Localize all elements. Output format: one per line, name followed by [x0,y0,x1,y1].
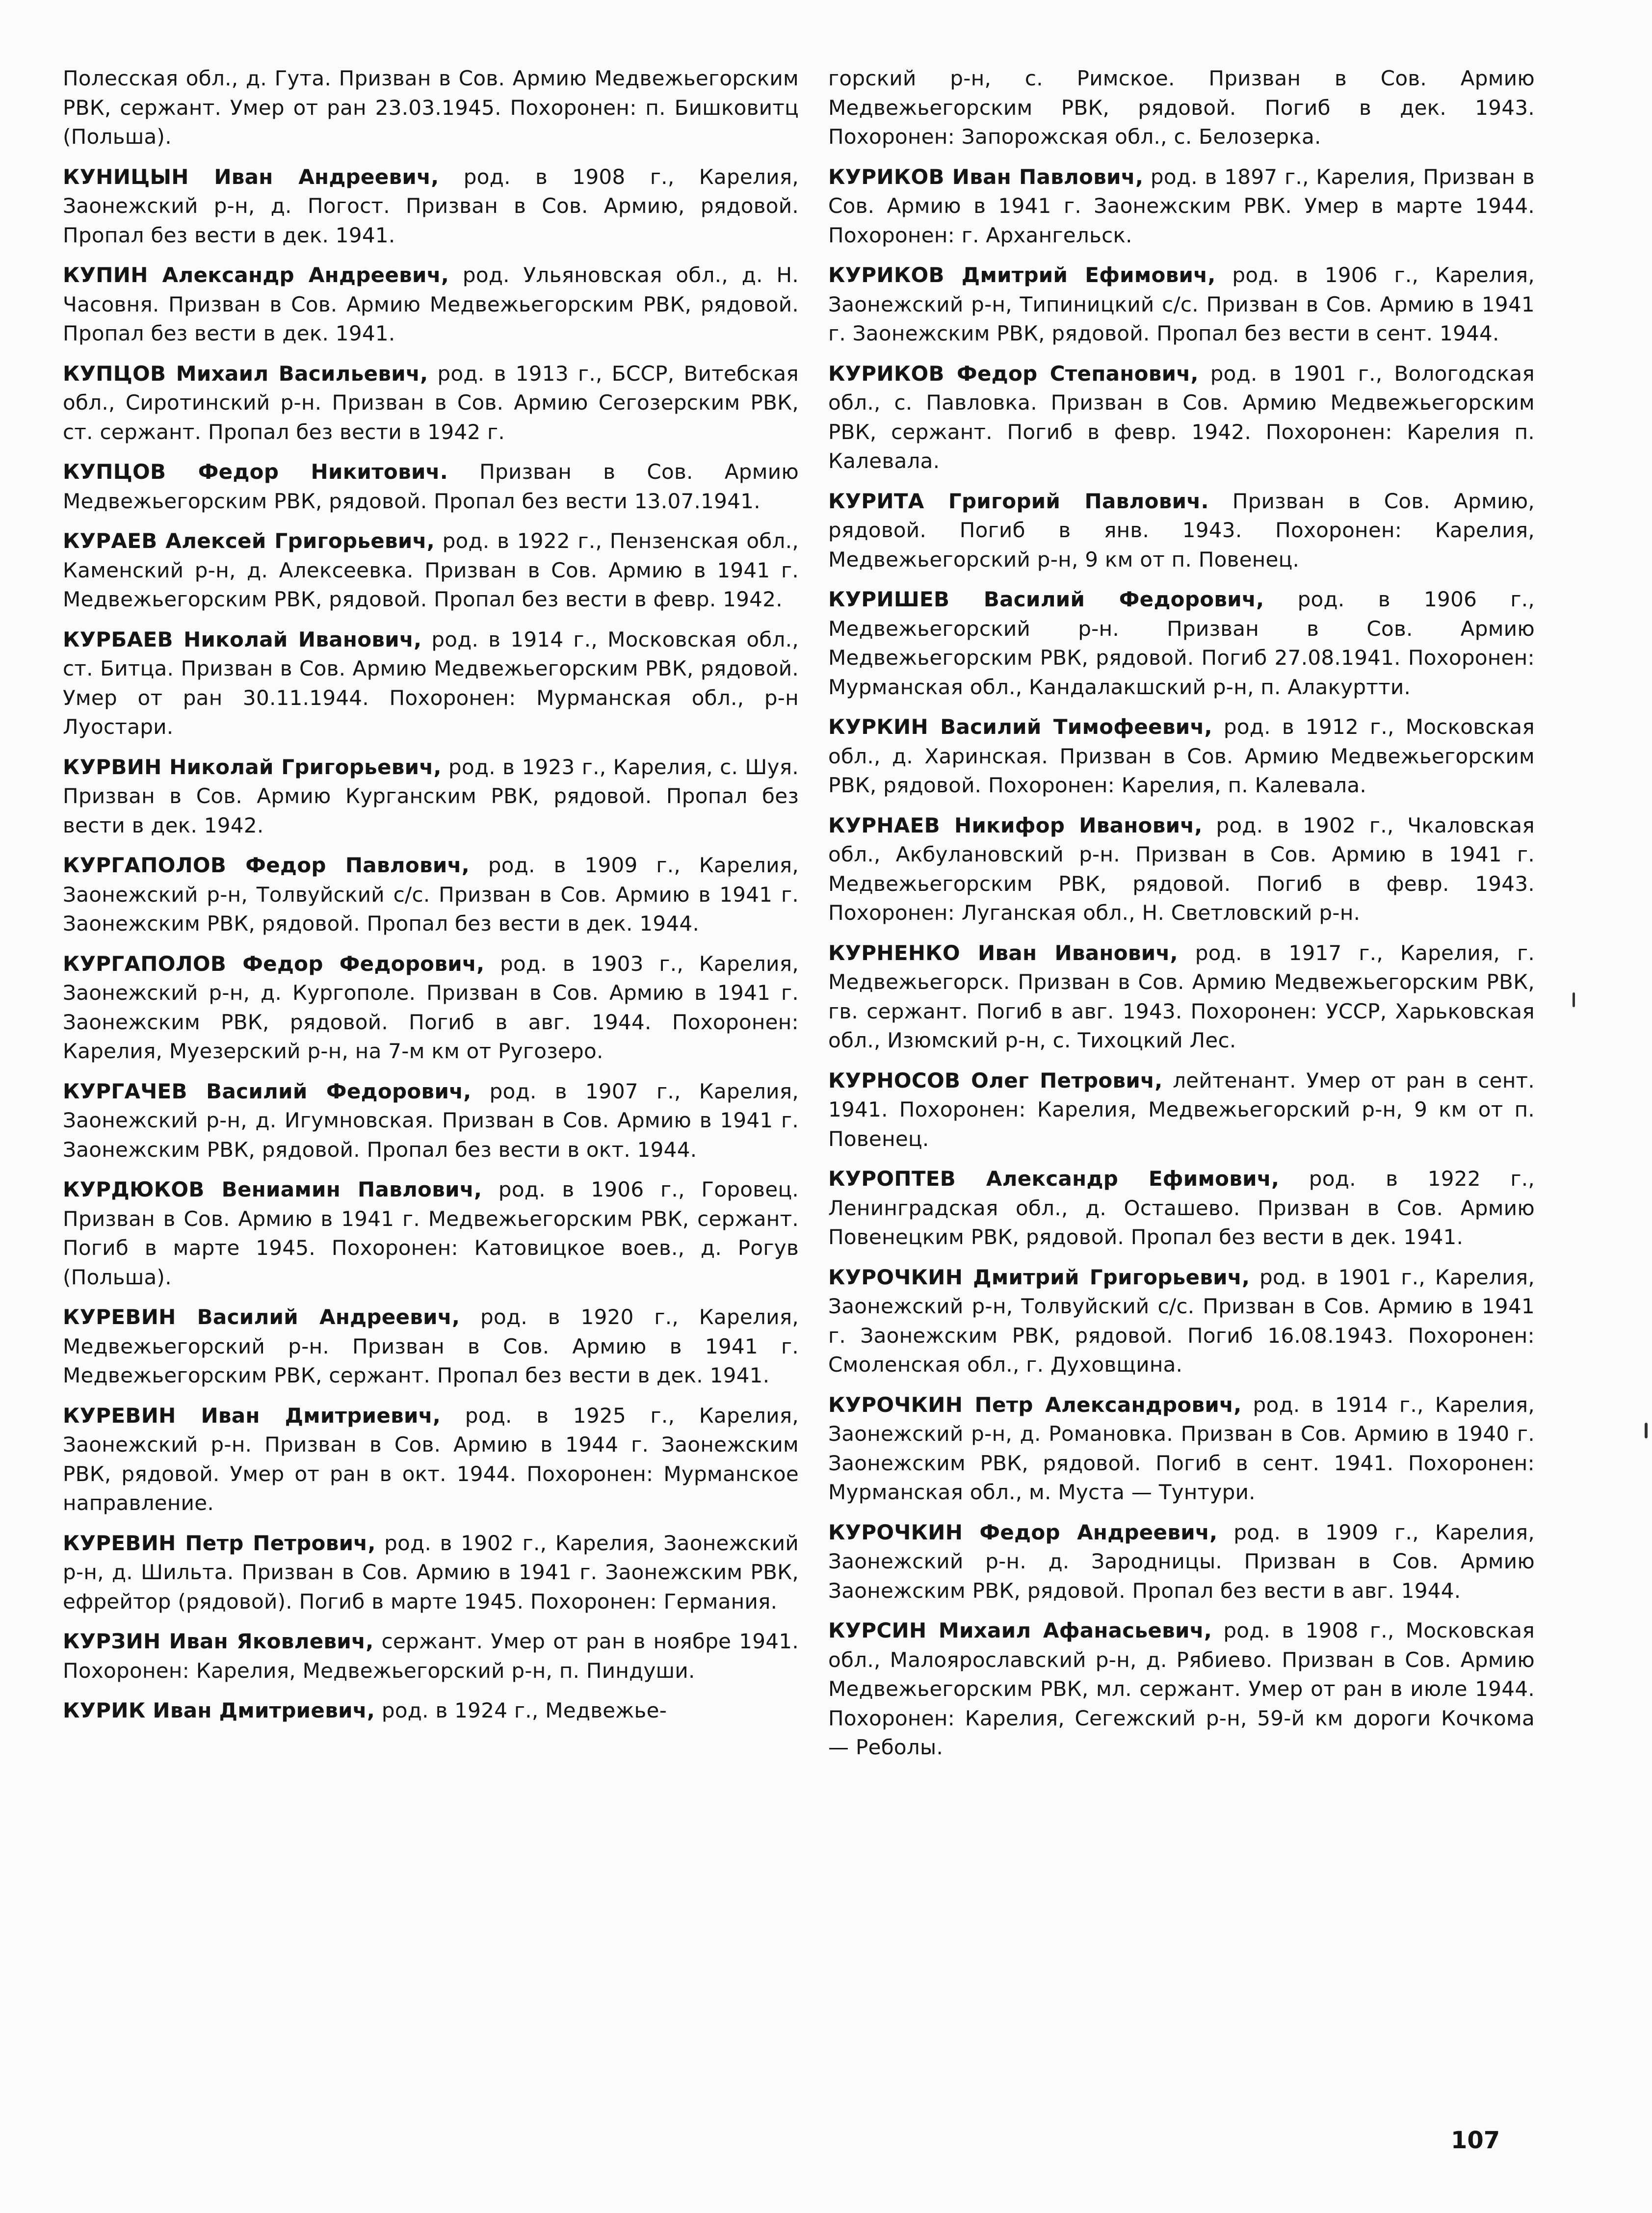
person-name: КУРНАЕВ Никифор Иванович, [828,813,1203,837]
page-number: 107 [1451,2127,1500,2154]
person-name: КУРОЧКИН Петр Александрович, [828,1392,1242,1417]
person-name: КУРИШЕВ Василий Федорович, [828,587,1264,611]
record-entry [828,811,1535,928]
left-column [63,64,799,1736]
record-entry [63,457,799,516]
person-name: КУРИТА Григорий Павлович. [828,489,1209,513]
record-text: род. в 1922 г., Пензенская обл., Каменский р-н, д. Алексеевка. Призван в Сов. Армию в 1941 г. Медвежьегорским РВК, рядовой. Пропал без вести в февр. 1942. [63,529,799,611]
record-entry [828,1390,1535,1507]
record-text: род. в 1907 г., Карелия, Заонежский р-н, д. Игумновская. Призван в Сов. Армию в 1941 г. Заонежским РВК, рядовой. Пропал без вести в окт. 1944. [63,1079,799,1162]
record-text: род. в 1908 г., Карелия, Заонежский р-н, д. Погост. Призван в Сов. Армию, рядовой. Пропал без вести в дек. 1941. [63,164,799,247]
record-entry [63,526,799,614]
record-text: род. в 1913 г., БССР, Витебская обл., Сиротинский р-н. Призван в Сов. Армию Сегозерским РВК, ст. сержант. Пропал без вести в 1942 г. [63,361,799,444]
record-text: сержант. Умер от ран в ноябре 1941. Похоронен: Карелия, Медвежьегорский р-н, п. Пиндуши. [63,1629,799,1683]
record-text: род. в 1906 г., Медвежьегорский р-н. Призван в Сов. Армию Медвежьегорским РВК, рядовой. Погиб 27.08.1941. Похоронен: Мурманская обл., Кандалакшский р-н, п. Алакуртти. [828,587,1535,699]
person-name: КУРИКОВ Федор Степанович, [828,361,1199,386]
record-entry [828,487,1535,574]
right-column [828,64,1535,1773]
person-name: КУРДЮКОВ Вениамин Павлович, [63,1177,482,1201]
record-entry [828,1616,1535,1762]
record-entry [828,64,1535,152]
record-entry [63,1401,799,1518]
person-name: КУРГАПОЛОВ Федор Федорович, [63,951,485,976]
record-text: род. в 1920 г., Карелия, Медвежьегорский р-н. Призван в Сов. Армию в 1941 г. Медвежьегорским РВК, сержант. Пропал без вести в дек. 1941. [63,1305,799,1387]
record-text: род. в 1906 г., Горовец. Призван в Сов. Армию в 1941 г. Медвежьегорским РВК, сержант. Погиб в марте 1945. Похоронен: Катовицкое воев., д. Рогув (Польша). [63,1177,799,1289]
record-entry [63,162,799,250]
person-name: КУРИКОВ Дмитрий Ефимович, [828,263,1216,287]
record-entry [63,359,799,447]
person-name: КУРОЧКИН Федор Андреевич, [828,1520,1218,1544]
person-name: КУРИКОВ Иван Павлович, [828,164,1144,189]
print-speck [1645,1423,1648,1438]
person-name: КУРЕВИН Иван Дмитриевич, [63,1403,441,1428]
person-name: КУРГАПОЛОВ Федор Павлович, [63,853,470,877]
record-text: род. в 1909 г., Карелия, Заонежский р-н. д. Зародницы. Призван в Сов. Армию Заонежским РВК, рядовой. Пропал без вести в авг. 1944. [828,1520,1535,1603]
record-entry [63,851,799,938]
person-name: КУРЗИН Иван Яковлевич, [63,1629,374,1653]
person-name: КУРАЕВ Алексей Григорьевич, [63,529,435,553]
record-text: род. в 1917 г., Карелия, г. Медвежьегорск. Призван в Сов. Армию Медвежьегорским РВК, гв. сержант. Погиб в авг. 1943. Похоронен: УССР, Харьковская обл., Изюмский р-н, с. Тихоцкий Лес. [828,940,1535,1052]
record-text: род. в 1906 г., Карелия, Заонежский р-н, Типиницкий с/с. Призван в Сов. Армию в 1941 г. Заонежским РВК, рядовой. Пропал без вести в сент. 1944. [828,263,1535,345]
record-entry [63,1529,799,1616]
record-text: род. Ульяновская обл., д. Н. Часовня. Призван в Сов. Армию Медвежьегорским РВК, рядовой. Пропал без вести в дек. 1941. [63,263,799,345]
person-name: КУРНОСОВ Олег Петрович, [828,1068,1163,1093]
record-text: род. в 1914 г., Карелия, Заонежский р-н, д. Романовка. Призван в Сов. Армию в 1940 г. Заонежским РВК, рядовой. Погиб в сент. 1941. Похоронен: Мурманская обл., м. Муста — Тунтури. [828,1392,1535,1504]
person-name: КУРНЕНКО Иван Иванович, [828,940,1178,965]
record-text: род. в 1925 г., Карелия, Заонежский р-н. Призван в Сов. Армию в 1944 г. Заонежским РВК, рядовой. Умер от ран в окт. 1944. Похоронен: Мурманское направление. [63,1403,799,1515]
record-text: род. в 1922 г., Ленинградская обл., д. Осташево. Призван в Сов. Армию Повенецким РВК, рядовой. Пропал без вести в дек. 1941. [828,1167,1535,1249]
record-entry [828,938,1535,1055]
person-name: КУРВИН Николай Григорьевич, [63,755,442,779]
record-entry [63,753,799,840]
record-entry [63,949,799,1066]
print-speck [1573,992,1575,1007]
record-entry [63,1627,799,1685]
record-text: Призван в Сов. Армию Медвежьегорским РВК, рядовой. Пропал без вести 13.07.1941. [63,460,799,513]
record-entry [828,1066,1535,1154]
record-entry [828,359,1535,476]
person-name: КУРОЧКИН Дмитрий Григорьевич, [828,1265,1250,1289]
record-entry [828,162,1535,250]
record-text: род. в 1902 г., Чкаловская обл., Акбулановский р-н. Призван в Сов. Армию в 1941 г. Медвежьегорским РВК, рядовой. Погиб в февр. 1943. Похоронен: Луганская обл., Н. Светловский р-н. [828,813,1535,925]
person-name: КУПЦОВ Федор Никитович. [63,460,448,484]
record-text: лейтенант. Умер от ран в сент. 1941. Похоронен: Карелия, Медвежьегорский р-н, 9 км от п. Повенец. [828,1068,1535,1151]
record-entry [63,1175,799,1292]
person-name: КУРБАЕВ Николай Иванович, [63,627,422,651]
record-text: Полесская обл., д. Гута. Призван в Сов. Армию Медвежьегорским РВК, сержант. Умер от ран 23.03.1945. Похоронен: п. Бишковитц (Польша). [63,66,799,149]
record-entry [63,1077,799,1165]
record-entry [63,260,799,348]
person-name: КУРСИН Михаил Афанасьевич, [828,1618,1212,1642]
person-name: КУРОПТЕВ Александр Ефимович, [828,1167,1280,1191]
person-name: КУРЕВИН Василий Андреевич, [63,1305,460,1329]
record-text: род. в 1923 г., Карелия, с. Шуя. Призван в Сов. Армию Курганским РВК, рядовой. Пропал без вести в дек. 1942. [63,755,799,837]
person-name: КУРКИН Василий Тимофеевич, [828,715,1212,739]
record-entry [63,625,799,742]
record-text: род. в 1909 г., Карелия, Заонежский р-н, Толвуйский с/с. Призван в Сов. Армию в 1941 г. Заонежским РВК, рядовой. Пропал без вести в дек. 1944. [63,853,799,936]
person-name: КУПЦОВ Михаил Васильевич, [63,361,428,386]
person-name: КУРИК Иван Дмитриевич, [63,1698,375,1722]
record-entry [828,260,1535,348]
record-text: род. в 1902 г., Карелия, Заонежский р-н, д. Шильта. Призван в Сов. Армию в 1941 г. Заонежским РВК, ефрейтор (рядовой). Погиб в марте 1945. Похоронен: Германия. [63,1531,799,1614]
record-entry [828,585,1535,702]
person-name: КУПИН Александр Андреевич, [63,263,449,287]
person-name: КУРГАЧЕВ Василий Федорович, [63,1079,472,1103]
record-entry [63,1302,799,1390]
record-text: Призван в Сов. Армию, рядовой. Погиб в янв. 1943. Похоронен: Карелия, Медвежьегорский р-н, 9 км от п. Повенец. [828,489,1535,572]
person-name: КУРЕВИН Петр Петрович, [63,1531,376,1555]
record-text: горский р-н, с. Римское. Призван в Сов. Армию Медвежьегорским РВК, рядовой. Погиб в дек. 1943. Похоронен: Запорожская обл., с. Белозерка. [828,66,1535,149]
record-text: род. в 1924 г., Медвежье- [375,1698,667,1722]
record-entry [828,712,1535,800]
record-text: род. в 1908 г., Московская обл., Малоярославский р-н, д. Рябиево. Призван в Сов. Армию Медвежьегорским РВК, мл. сержант. Умер от ран в июле 1944. Похоронен: Карелия, Сегежский р-н, 59-й км дороги Кочкома — Реболы. [828,1618,1535,1759]
record-text: род. в 1903 г., Карелия, Заонежский р-н, д. Кургополе. Призван в Сов. Армию в 1941 г. Заонежским РВК, рядовой. Погиб в авг. 1944. Похоронен: Карелия, Муезерский р-н, на 7-м км от Ругозеро. [63,951,799,1063]
record-entry [63,1696,799,1725]
person-name: КУНИЦЫН Иван Андреевич, [63,164,439,189]
record-entry [828,1518,1535,1606]
record-entry [63,64,799,152]
record-text: род. в 1914 г., Московская обл., ст. Битца. Призван в Сов. Армию Медвежьегорским РВК, рядовой. Умер от ран 30.11.1944. Похоронен: Мурманская обл., р-н Луостари. [63,627,799,739]
record-entry [828,1263,1535,1380]
record-text: род. в 1912 г., Московская обл., д. Харинская. Призван в Сов. Армию Медвежьегорским РВК, рядовой. Похоронен: Карелия, п. Калевала. [828,715,1535,797]
record-text: род. в 1901 г., Вологодская обл., с. Павловка. Призван в Сов. Армию Медвежьегорским РВК, сержант. Погиб в февр. 1942. Похоронен: Карелия п. Калевала. [828,361,1535,473]
record-entry [828,1164,1535,1252]
record-text: род. в 1897 г., Карелия, Призван в Сов. Армию в 1941 г. Заонежским РВК. Умер в марте 1944. Похоронен: г. Архангельск. [828,164,1535,247]
record-text: род. в 1901 г., Карелия, Заонежский р-н, Толвуйский с/с. Призван в Сов. Армию в 1941 г. Заонежским РВК, рядовой. Погиб 16.08.1943. Похоронен: Смоленская обл., г. Духовщина. [828,1265,1535,1377]
